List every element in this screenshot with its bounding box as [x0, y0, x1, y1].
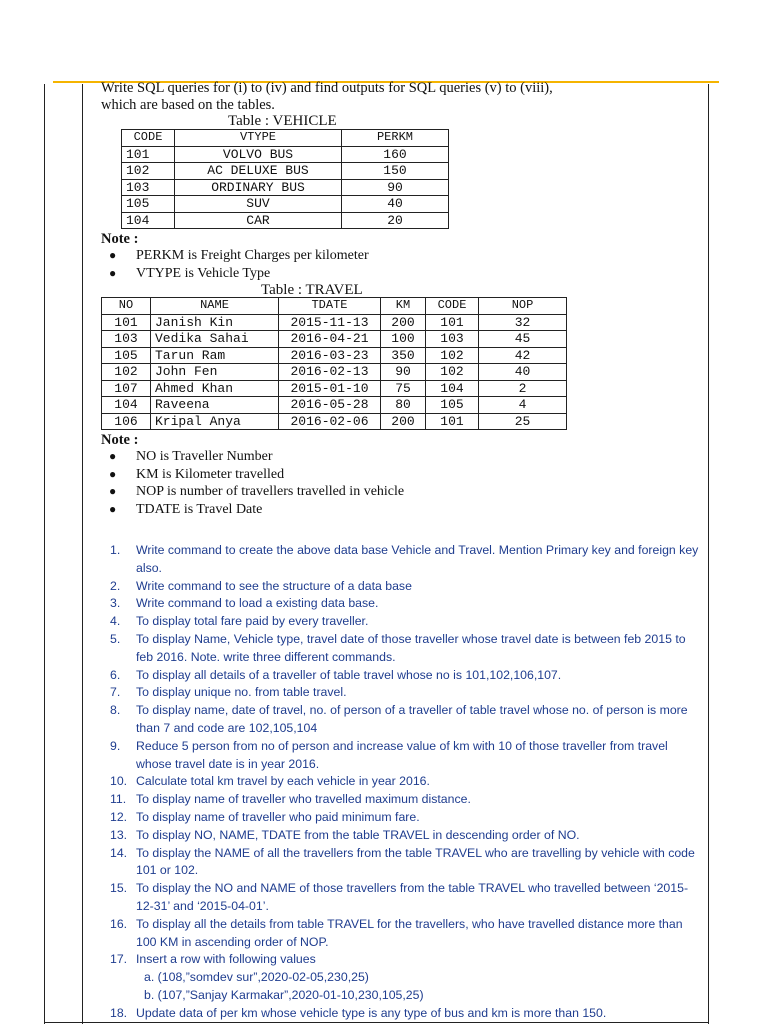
travel-cell-km: 75: [381, 380, 426, 397]
question-item: [110, 702, 700, 738]
note-item: [101, 247, 369, 265]
travel-cell-no: 107: [102, 380, 151, 397]
question-item: [110, 880, 700, 916]
travel-cell-tdate: 2016-04-21: [279, 331, 381, 348]
question-number: 10.: [110, 774, 128, 789]
question-text: To display name of traveller who travelled maximum distance.: [136, 792, 471, 807]
travel-cell-nop: 45: [479, 331, 567, 348]
vehicle-cell-perkm: 160: [342, 146, 449, 163]
bullet-icon: ●: [109, 501, 117, 516]
travel-cell-tdate: 2015-11-13: [279, 314, 381, 331]
travel-cell-name: Kripal Anya: [151, 413, 279, 430]
question-number: 3.: [110, 596, 121, 611]
travel-cell-km: 200: [381, 413, 426, 430]
travel-cell-no: 103: [102, 331, 151, 348]
question-list: [110, 542, 700, 1023]
question-text: Write command to create the above data base Vehicle and Travel. Mention Primary key and foreign key also.: [136, 543, 699, 575]
vehicle-cell-code: 104: [122, 212, 175, 229]
question-number: 1.: [110, 543, 121, 557]
vehicle-cell-code: 103: [122, 179, 175, 196]
travel-cell-km: 100: [381, 331, 426, 348]
question-number: 18.: [110, 1005, 128, 1020]
travel-cell-name: Ahmed Khan: [151, 380, 279, 397]
travel-cell-km: 200: [381, 314, 426, 331]
travel-cell-code: 103: [426, 331, 479, 348]
travel-cell-code: 101: [426, 314, 479, 331]
travel-cell-name: John Fen: [151, 364, 279, 381]
question-number: 14.: [110, 845, 128, 860]
vehicle-cell-code: 101: [122, 146, 175, 163]
vehicle-cell-perkm: 150: [342, 163, 449, 180]
travel-cell-tdate: 2016-02-06: [279, 413, 381, 430]
travel-row: [102, 380, 567, 397]
vehicle-header-vtype: VTYPE: [175, 130, 342, 147]
question-text: Write command to load a existing data base.: [136, 596, 379, 611]
vehicle-notes-list: [101, 247, 369, 282]
vehicle-header-perkm: PERKM: [342, 130, 449, 147]
travel-row: [102, 347, 567, 364]
travel-cell-tdate: 2015-01-10: [279, 380, 381, 397]
travel-header-no: NO: [102, 298, 151, 315]
vehicle-table-caption: Table : VEHICLE: [228, 113, 337, 129]
question-text: To display the NO and NAME of those travellers from the table TRAVEL who travelled between ‘2015-12-31’ and ‘2015-04-01’.: [136, 881, 689, 913]
vehicle-cell-perkm: 90: [342, 179, 449, 196]
question-number: 4.: [110, 614, 121, 629]
travel-cell-nop: 2: [479, 380, 567, 397]
travel-cell-km: 90: [381, 364, 426, 381]
travel-cell-code: 105: [426, 397, 479, 414]
vehicle-cell-code: 102: [122, 163, 175, 180]
travel-cell-code: 101: [426, 413, 479, 430]
note-text: PERKM is Freight Charges per kilometer: [136, 248, 369, 263]
question-item: [110, 631, 700, 667]
note-text: NO is Traveller Number: [136, 449, 273, 464]
travel-cell-tdate: 2016-03-23: [279, 347, 381, 364]
travel-cell-name: Tarun Ram: [151, 347, 279, 364]
question-text: To display all details of a traveller of table travel whose no is 101,102,106,107.: [136, 667, 562, 682]
question-text: Reduce 5 person from no of person and increase value of km with 10 of those traveller from travel whose travel date is in year 2016.: [136, 738, 668, 771]
travel-row: [102, 397, 567, 414]
intro-line-1: Write SQL queries for (i) to (iv) and find outputs for SQL queries (v) to (viii),: [101, 80, 553, 96]
travel-notes-list: [101, 448, 404, 518]
question-number: 6.: [110, 667, 121, 682]
bullet-icon: ●: [109, 449, 117, 463]
travel-cell-code: 104: [426, 380, 479, 397]
travel-cell-tdate: 2016-05-28: [279, 397, 381, 414]
vehicle-cell-vtype: AC DELUXE BUS: [175, 163, 342, 180]
question-text: Write command to see the structure of a data base: [136, 578, 412, 593]
question-text: Calculate total km travel by each vehicle in year 2016.: [136, 774, 430, 789]
travel-cell-name: Vedika Sahai: [151, 331, 279, 348]
travel-cell-no: 106: [102, 413, 151, 430]
question-item: [110, 613, 700, 631]
question-text: Insert a row with following values: [136, 952, 316, 967]
question-number: 16.: [110, 916, 128, 931]
travel-header-tdate: TDATE: [279, 298, 381, 315]
note-label-2: Note :: [101, 432, 139, 448]
vehicle-row: [122, 163, 449, 180]
question-number: 2.: [110, 578, 121, 593]
travel-row: [102, 413, 567, 430]
bullet-icon: ●: [109, 248, 117, 262]
frame-border-right: [708, 84, 709, 1024]
vehicle-cell-vtype: VOLVO BUS: [175, 146, 342, 163]
question-item: [110, 827, 700, 845]
vehicle-cell-perkm: 40: [342, 196, 449, 213]
question-sub-item: a. (108,”somdev sur”,2020-02-05,230,25): [144, 970, 369, 985]
vehicle-cell-vtype: ORDINARY BUS: [175, 179, 342, 196]
travel-row: [102, 314, 567, 331]
travel-cell-no: 101: [102, 314, 151, 331]
question-text: To display all the details from table TRAVEL for the travellers, who have travelled distance more than 100 KM in ascending order of NOP.: [136, 916, 683, 949]
vehicle-cell-vtype: CAR: [175, 212, 342, 229]
question-text: To display name of traveller who paid minimum fare.: [136, 809, 420, 824]
question-sub-item: b. (107,”Sanjay Karmakar”,2020-01-10,230,105,25): [144, 987, 424, 1002]
question-number: 13.: [110, 827, 128, 842]
travel-cell-code: 102: [426, 364, 479, 381]
note-item: [101, 265, 369, 283]
travel-cell-no: 104: [102, 397, 151, 414]
vehicle-table: [121, 129, 449, 229]
bullet-icon: ●: [109, 466, 117, 481]
vehicle-row: [122, 212, 449, 229]
question-number: 12.: [110, 809, 128, 824]
question-item: [110, 595, 700, 613]
travel-cell-name: Raveena: [151, 397, 279, 414]
question-item: [110, 916, 700, 952]
intro-text: [101, 80, 701, 113]
question-text: To display total fare paid by every traveller.: [136, 614, 369, 629]
vehicle-header-code: CODE: [122, 130, 175, 147]
travel-cell-nop: 32: [479, 314, 567, 331]
note-label-1: Note :: [101, 231, 139, 247]
note-text: TDATE is Travel Date: [136, 501, 263, 517]
question-item: [110, 845, 700, 881]
question-text: Update data of per km whose vehicle type is any type of bus and km is more than 150.: [136, 1005, 607, 1020]
question-number: 5.: [110, 631, 121, 646]
vehicle-header-row: [122, 130, 449, 147]
question-number: 9.: [110, 738, 121, 753]
frame-border-left-outer: [44, 84, 45, 1024]
travel-header-name: NAME: [151, 298, 279, 315]
note-item: [101, 483, 404, 501]
travel-cell-name: Janish Kin: [151, 314, 279, 331]
question-item: [110, 809, 700, 827]
intro-line-2: which are based on the tables.: [101, 96, 275, 113]
travel-header-nop: NOP: [479, 298, 567, 315]
question-text: To display NO, NAME, TDATE from the table TRAVEL in descending order of NO.: [136, 827, 580, 842]
question-number: 15.: [110, 881, 128, 896]
question-item: [110, 578, 700, 596]
question-item: [110, 791, 700, 809]
travel-cell-nop: 25: [479, 413, 567, 430]
question-text: To display Name, Vehicle type, travel date of those traveller whose travel date is between feb 2015 to feb 2016. Note. write three different commands.: [136, 631, 686, 664]
vehicle-cell-perkm: 20: [342, 212, 449, 229]
travel-cell-nop: 42: [479, 347, 567, 364]
travel-header-km: KM: [381, 298, 426, 315]
note-item: [101, 466, 404, 484]
question-item: [110, 1005, 700, 1023]
question-text: To display unique no. from table travel.: [136, 685, 347, 700]
travel-header-code: CODE: [426, 298, 479, 315]
vehicle-row: [122, 179, 449, 196]
vehicle-cell-vtype: SUV: [175, 196, 342, 213]
bullet-icon: ●: [109, 265, 117, 280]
question-text: To display the NAME of all the travellers from the table TRAVEL who are travelling by vehicle with code 101 or 102.: [136, 845, 695, 878]
question-item: [110, 773, 700, 791]
note-item: [101, 501, 404, 519]
travel-row: [102, 331, 567, 348]
travel-cell-no: 105: [102, 347, 151, 364]
question-number: 17.: [110, 952, 128, 967]
question-item: [110, 684, 700, 702]
question-number: 11.: [110, 792, 127, 807]
travel-cell-km: 350: [381, 347, 426, 364]
travel-row: [102, 364, 567, 381]
question-item: [110, 667, 700, 685]
question-item: [110, 738, 700, 774]
note-item: [101, 448, 404, 466]
travel-table-caption: Table : TRAVEL: [261, 282, 363, 298]
frame-border-left-inner: [82, 84, 83, 1024]
travel-cell-nop: 4: [479, 397, 567, 414]
travel-cell-nop: 40: [479, 364, 567, 381]
note-text: NOP is number of travellers travelled in vehicle: [136, 484, 405, 499]
vehicle-row: [122, 146, 449, 163]
question-text: To display name, date of travel, no. of person of a traveller of table travel whose no. of person is more than 7 and code are 102,105,104: [136, 703, 688, 735]
question-number: 7.: [110, 685, 121, 700]
note-text: KM is Kilometer travelled: [136, 466, 285, 482]
bullet-icon: ●: [109, 484, 117, 498]
travel-table: [101, 297, 567, 430]
question-item: [110, 542, 700, 578]
travel-cell-tdate: 2016-02-13: [279, 364, 381, 381]
travel-cell-km: 80: [381, 397, 426, 414]
vehicle-row: [122, 196, 449, 213]
note-text: VTYPE is Vehicle Type: [136, 265, 271, 281]
travel-cell-no: 102: [102, 364, 151, 381]
travel-header-row: [102, 298, 567, 315]
question-item: [110, 951, 700, 1004]
vehicle-cell-code: 105: [122, 196, 175, 213]
question-number: 8.: [110, 703, 121, 718]
travel-cell-code: 102: [426, 347, 479, 364]
